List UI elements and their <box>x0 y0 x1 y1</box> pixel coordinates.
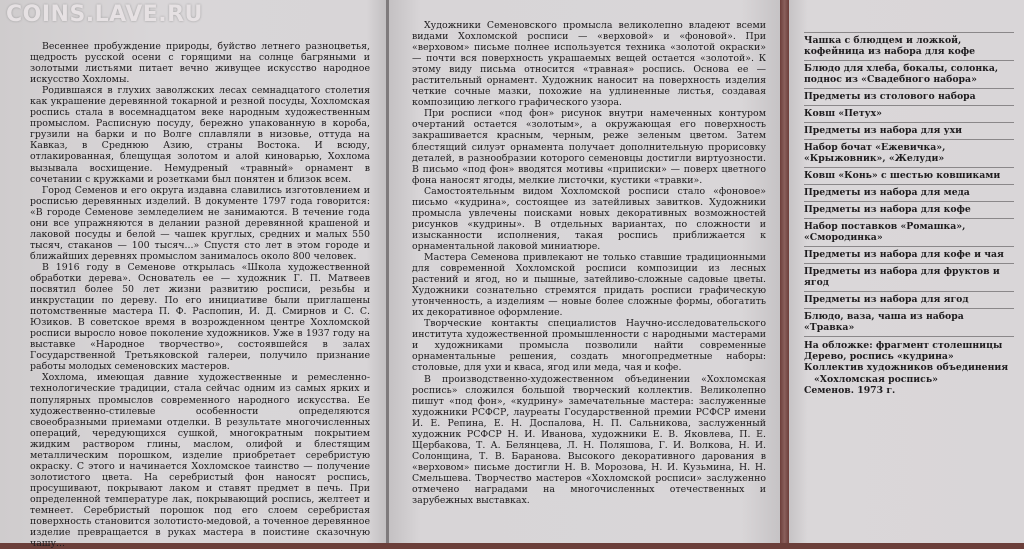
paragraph: В производственно-художественном объединении «Хохломская роспись» сложился большой творческий коллектив. Великолепно пишут «под фон», «кудрину» замечательные мастера: заслуженные художники РСФСР, лауреаты Государственной премии РСФСР имени И. Е. Репина, Е. Н. Доспалова, Н. П. Сальникова, заслуженный художник РСФСР Н. И. Иванова, художники Е. В. Яковлева, П. Е. Щербакова, Т. А. Белянцева, Л. Н. Поляшова, Г. И. Волкова, Н. И. Солонщина, Т. В. Баранова. Высокого декоративного дарования в «верховом» письме достигли Н. В. Морозова, Н. И. Кузьмина, Н. Н. Смельшева. Творчество мастеров «Хохломской росписи» заслуженно отмечено наградами на многочисленных отечественных и зарубежных выставках. <box>412 373 766 507</box>
paragraph: Город Семенов и его округа издавна славились изготовлением и росписью деревянных изделий. В документе 1797 года говорится: «В городе Семенове земледелием не занимаются. В течение года они все упражняются в делании разной деревянной крашеной и лаковой посуды и белой — чашек круглых, средних и малых 550 тысяч, стаканов — 100 тысяч...» Спустя сто лет в этом городе и ближайших деревнях промыслом занималось около 800 человек. <box>30 184 370 262</box>
cover-note-line: «Хохломская роспись» <box>814 373 938 385</box>
left-panel <box>0 0 386 549</box>
cover-note <box>804 340 1014 396</box>
paragraph: Родившаяся в глухих заволжских лесах семнадцатого столетия как украшение деревянной токарной и резной посуды, Хохломская роспись стала в восемнадцатом веке народным художественным промыслом. Расписную посуду, бережно упакованную в короба, грузили на барки и по Волге сплавляли в низовье, оттуда на Кавказ, в Среднюю Азию, страны Востока. И всюду, отлакированная, блещущая золотом и алой киноварью, Хохлома вызывала восхищение. Немудреный «травный» орнамент в сочетании с кружками и розетками был понятен и близок всем. <box>30 85 370 185</box>
list-item: Предметы из набора для ухи <box>804 123 1014 140</box>
list-item: Блюдо для хлеба, бокалы, солонка, поднос из «Свадебного набора» <box>804 61 1014 89</box>
list-item: Предметы из набора для кофе <box>804 202 1014 219</box>
list-item: Предметы из набора для кофе и чая <box>804 247 1014 264</box>
middle-panel <box>389 0 780 543</box>
list-item: Предметы из набора для ягод <box>804 292 1014 309</box>
cover-note-line: На обложке: фрагмент столешницы <box>804 340 1003 351</box>
middle-text-column <box>412 20 766 506</box>
list-item: Набор бочат «Ежевичка», «Крыжовник», «Желуди» <box>804 140 1014 168</box>
list-item: Блюдо, ваза, чаша из набора «Травка» <box>804 309 1014 337</box>
cover-note-line: Дерево, роспись «кудрина» <box>804 351 954 363</box>
list-item: Чашка с блюдцем и ложкой, кофейница из набора для кофе <box>804 32 1014 61</box>
paragraph: При росписи «под фон» рисунок внутри намеченных контуром очертаний остается «золотым», а окружающая его поверхность закрашивается красным, черным, реже зеленым цветом. Затем блестящий силуэт орнамента получает дополнительную прорисовку деталей, в разнообразии которого семеновцы достигли виртуозности. В письмо «под фон» вводятся мотивы «приписки» — поверх цветного фона наносят ягоды, мелкие листочки, кустики «травки». <box>412 108 766 186</box>
left-text-column <box>30 41 370 549</box>
paragraph: Весеннее пробуждение природы, буйство летнего разноцветья, щедрость русской осени с горящими на солнце багряными и золотыми листьями питает вечно живущее искусство народное искусство Хохломы. <box>30 41 370 86</box>
fold-gap <box>780 0 789 543</box>
paragraph: Художники Семеновского промысла великолепно владеют всеми видами Хохломской росписи — «верховой» и «фоновой». При «верховом» письме полнее используется техника «золотой окраски» — почти вся поверхность украшаемых вещей остается «золотой». К этому виду письма относится «травная» роспись. Основа ее — растительный орнамент. Художник наносит на поверхность изделия четкие сочные мазки, похожие на удлиненные листья, создавая композицию легкого графического узора. <box>412 20 766 109</box>
list-item: Предметы из набора для фруктов и ягод <box>804 264 1014 292</box>
watermark: COINS.LAVE.RU <box>6 2 203 27</box>
contents-list <box>804 32 1014 337</box>
list-item: Предметы из набора для меда <box>804 185 1014 202</box>
list-item: Предметы из столового набора <box>804 89 1014 106</box>
paragraph: Мастера Семенова привлекают не только ставшие традиционными для современной Хохломской росписи композиции из лесных растений и ягод, но и пышные, затейливо-сложные садовые цветы. Художники сознательно стремятся придать росписи графическую утонченность, а изделиям — новые более сложные формы, обогатить их декоративное оформление. <box>412 251 766 319</box>
list-item: Ковш «Петух» <box>804 106 1014 123</box>
list-item: Набор поставков «Ромашка», «Смородинка» <box>804 219 1014 247</box>
paragraph: В 1916 году в Семенове открылась «Школа художественной обработки дерева». Основатель ее — художник Г. П. Матвеев посвятил более 50 лет жизни развитию росписи, резьбы и инкрустации по дереву. По его инициативе были приглашены потомственные мастера П. Ф. Распопин, И. Д. Смирнов и С. С. Юзиков. В советское время в возрожденном центре Хохломской росписи выросло новое поколение художников. Уже в 1937 году на выставке «Народное творчество», состоявшейся в залах Государственной Третьяковской галереи, получило признание работы молодых семеновских мастеров. <box>30 261 370 373</box>
right-panel <box>789 0 1024 543</box>
cover-note-line: Семенов. 1973 г. <box>804 384 896 396</box>
list-item: Ковш «Конь» с шестью ковшиками <box>804 168 1014 185</box>
paragraph: Творческие контакты специалистов Научно-исследовательского института художественной промышленности с народными мастерами и художниками промысла позволили найти современные орнаментальные решения, создать многопредметные наборы: столовые, для ухи и кваса, ягод или меда, чая и кофе. <box>412 318 766 374</box>
paragraph: Хохлома, имеющая давние художественные и ремесленно-технологические традиции, стала сейчас одним из самых ярких и популярных промыслов современного народного искусства. Ее художественно-стилевые особенности определяются своеобразными приемами отделки. В результате многочисленных операций, чередующихся сушкой, многократным покрытием жидким раствором глины, маслом, олифой и блестящим металлическим порошком, изделие приобретает серебристую окраску. С этого и начинается Хохломское таинство — получение золотистого цвета. На серебристый фон наносят роспись, просушивают, покрывают лаком и ставят предмет в печь. При определенной температуре лак, покрывающий роспись, желтеет и темнеет. Серебристый порошок под его слоем серебристая поверхность становится золотисто-медовой, а точенное деревянное изделие превращается в руках мастера в поистине сказочную чашу... <box>30 372 370 549</box>
cover-note-line: Коллектив художников объединения <box>804 362 1009 374</box>
paragraph: Самостоятельным видом Хохломской росписи стало «фоновое» письмо «кудрина», состоящее из затейливых завитков. Художники промысла увлечены поисками новых декоративных возможностей рисунков «кудрины». В отдельных вариантах, по сложности и изысканности исполнения, такая роспись приближается к орнаментальной лаковой миниатюре. <box>412 185 766 252</box>
